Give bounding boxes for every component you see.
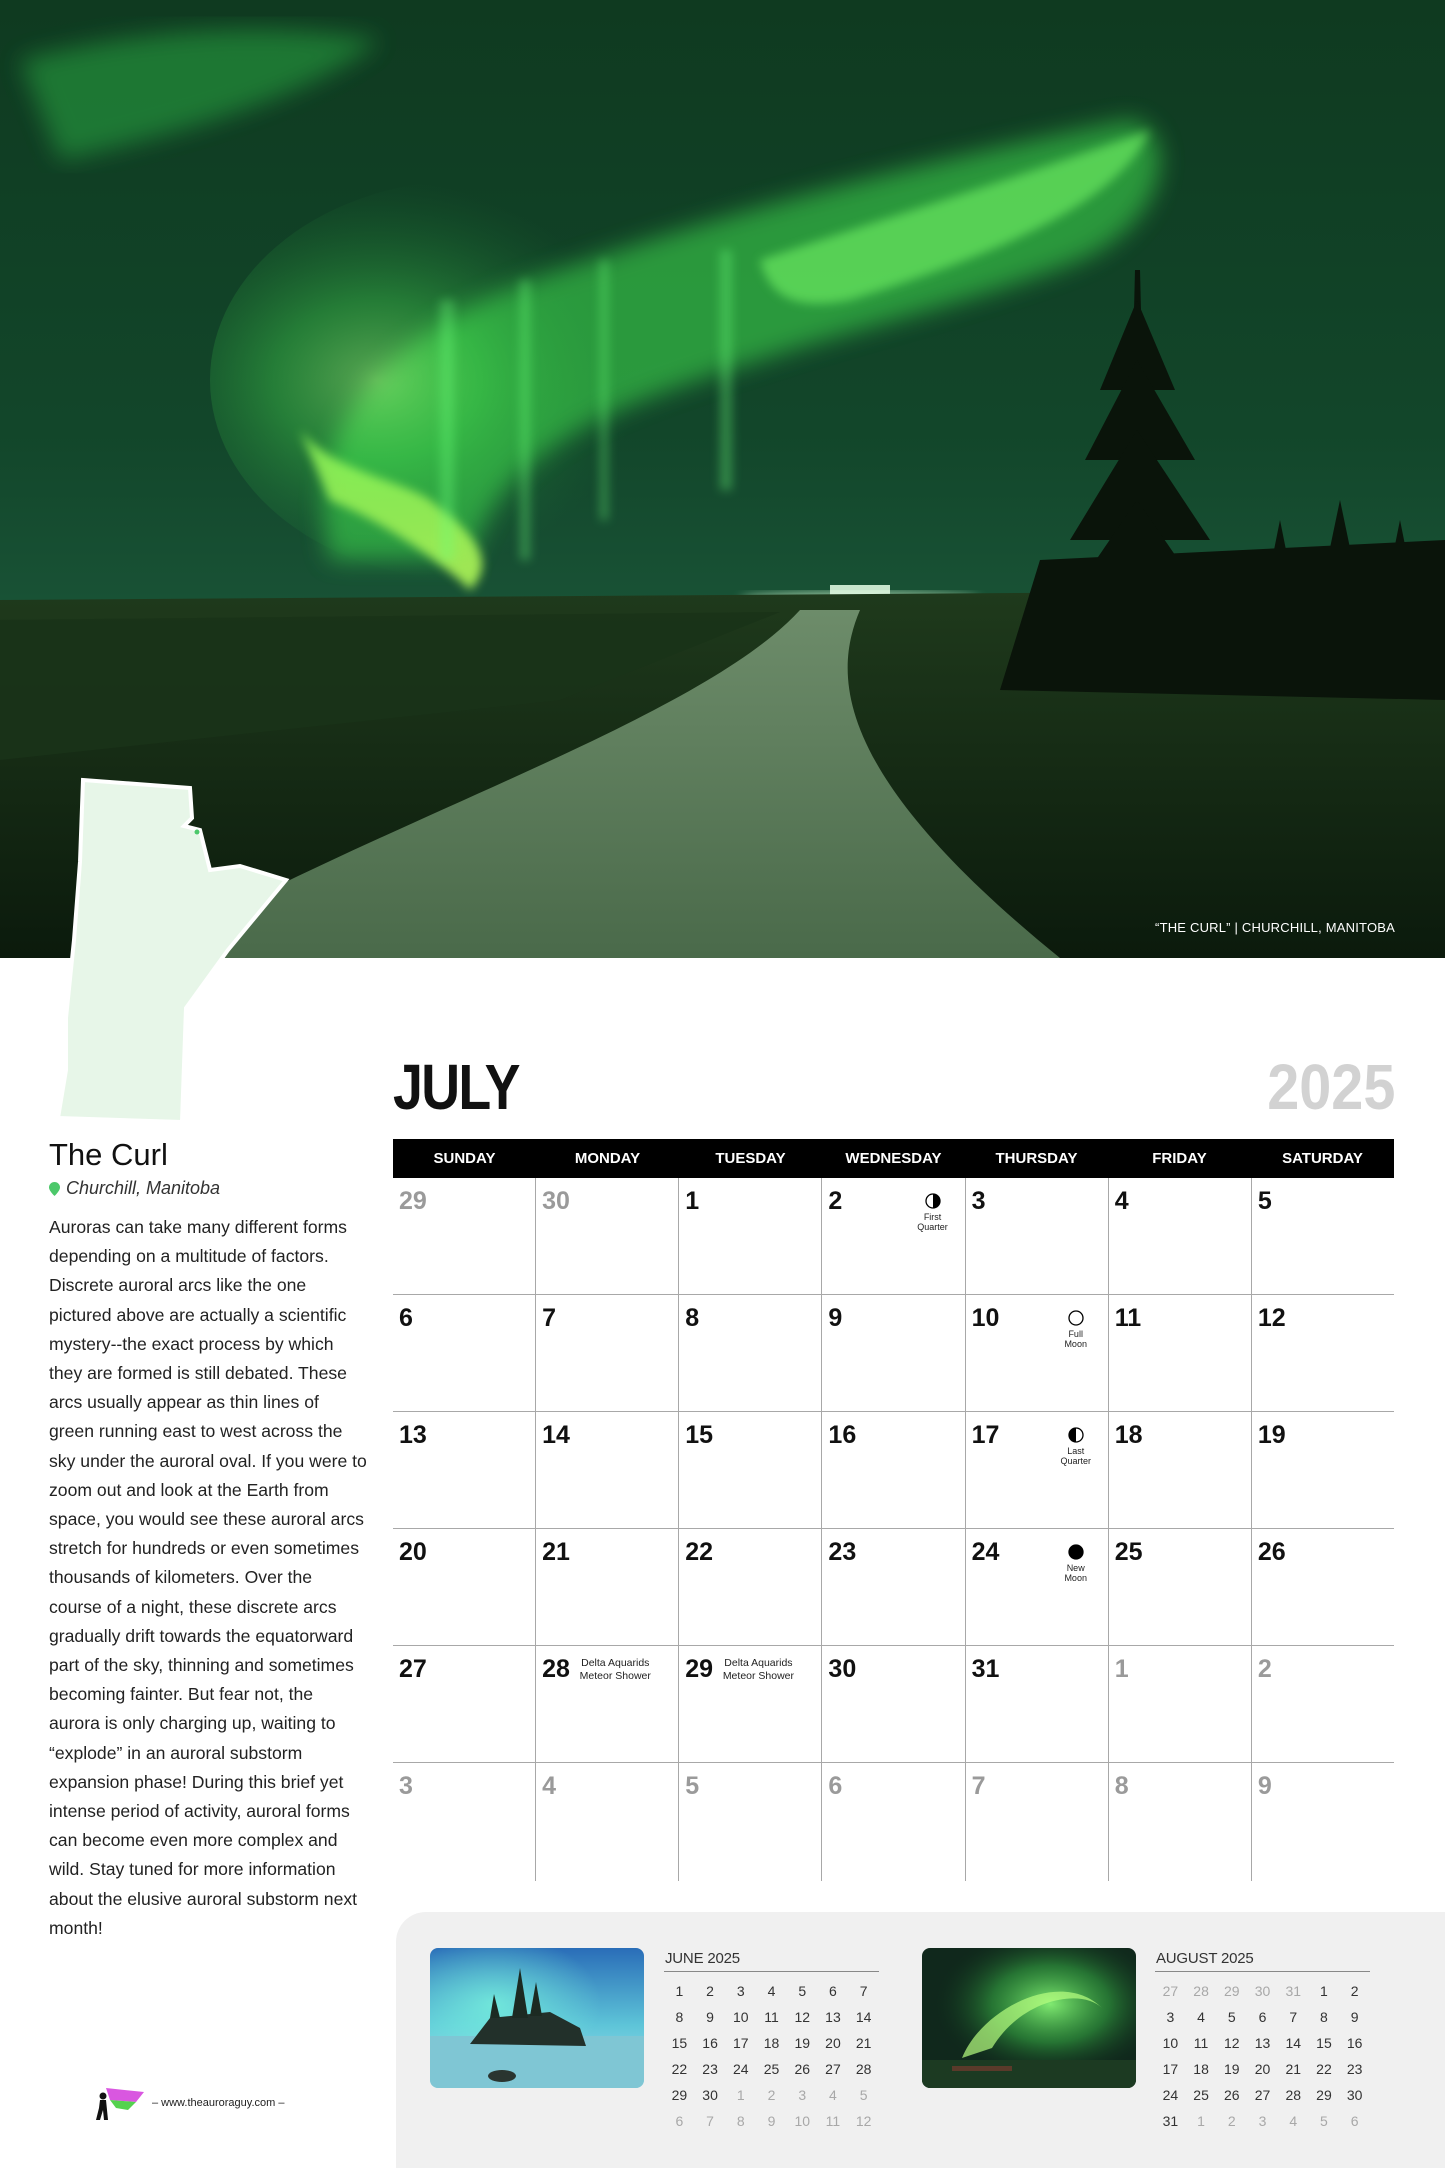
day-cell[interactable] — [821, 1646, 964, 1762]
mini-calendar-title: JUNE 2025 — [665, 1950, 740, 1967]
mini-calendar-day: 7 — [859, 1983, 868, 1999]
mini-calendar-day: 29 — [1316, 2087, 1332, 2103]
mini-calendar-row — [1155, 2108, 1370, 2134]
day-number: 2 — [828, 1187, 843, 1215]
mini-calendar-day: 24 — [733, 2061, 749, 2077]
day-cell[interactable] — [393, 1295, 535, 1411]
mini-calendar-day: 14 — [855, 2009, 872, 2025]
day-number: 9 — [1257, 1772, 1272, 1800]
mini-calendar-day: 30 — [1254, 1983, 1271, 1999]
day-cell[interactable] — [965, 1295, 1108, 1411]
calendar-week-row — [393, 1412, 1394, 1529]
location-pin-icon — [49, 1182, 60, 1196]
day-cell[interactable] — [393, 1763, 535, 1881]
day-cell[interactable] — [393, 1178, 535, 1294]
mini-calendar-day: 22 — [671, 2061, 688, 2077]
last-quarter-moon-icon — [1052, 1427, 1100, 1443]
day-number: 29 — [399, 1187, 427, 1215]
day-cell[interactable] — [535, 1295, 678, 1411]
mini-calendar-day: 1 — [1197, 2113, 1205, 2129]
day-cell[interactable] — [965, 1646, 1108, 1762]
mini-calendar-day: 30 — [1346, 2087, 1363, 2103]
new-moon-icon — [1052, 1544, 1100, 1560]
mini-calendar-day: 7 — [1289, 2009, 1298, 2025]
mini-calendar-day: 8 — [1320, 2009, 1328, 2025]
day-number: 29 — [685, 1655, 714, 1683]
mini-calendar-june — [664, 1949, 879, 2134]
mini-calendar-day: 19 — [794, 2035, 811, 2051]
mini-calendar-day: 17 — [733, 2035, 749, 2051]
brand-logo[interactable] — [96, 2086, 284, 2120]
mini-calendar-day: 2 — [1350, 1983, 1359, 1999]
day-number: 14 — [542, 1421, 570, 1449]
mini-calendar-day: 4 — [1289, 2113, 1298, 2129]
mini-calendar-day: 29 — [1224, 1983, 1240, 1999]
mini-calendar-day: 28 — [1285, 2087, 1302, 2103]
weekday-label: THURSDAY — [995, 1150, 1078, 1167]
photo-description: Auroras can take many different forms depending on a multitude of factors. Discrete auroral arcs like the one pictured above are actually a scientific mystery--the exact process by which they are formed is still debated. These arcs usually appear as thin lines of green running east to west across the sky under the auroral oval. If you were to zoom out and look at the Earth from space, you would see these auroral arcs stretch for hundreds or even sometimes thousands of kilometers. Over the course of a night, these discrete arcs gradually drift towards the equatorward part of the sky, thinning and sometimes becoming fainter. But fear not, the aurora is only charging up, waiting to “explode” in an auroral substorm expansion phase! During this brief yet intense period of activity, auroral forms can become even more complex and wild. Stay tuned for more information about the elusive auroral substorm next month! — [49, 1217, 367, 1938]
day-number: 23 — [828, 1538, 857, 1566]
day-number: 8 — [685, 1304, 700, 1332]
day-cell[interactable] — [678, 1646, 821, 1762]
mini-calendar-day: 21 — [855, 2035, 872, 2051]
mini-calendar-day: 11 — [825, 2113, 841, 2129]
day-number: 3 — [971, 1187, 986, 1215]
calendar-week-row — [393, 1295, 1394, 1412]
mini-calendar-day: 5 — [1227, 2009, 1236, 2025]
calendar-weeks — [393, 1178, 1394, 1881]
mini-calendar-day: 7 — [706, 2113, 714, 2129]
day-cell[interactable] — [678, 1529, 821, 1645]
day-number: 6 — [828, 1772, 843, 1800]
day-cell[interactable] — [1108, 1763, 1251, 1881]
day-cell[interactable] — [821, 1295, 964, 1411]
day-cell[interactable] — [535, 1763, 678, 1881]
mini-calendar-day: 2 — [706, 1983, 714, 1999]
mini-calendar-day: 18 — [763, 2035, 780, 2051]
day-number: 4 — [1114, 1187, 1129, 1215]
day-number: 10 — [971, 1304, 1000, 1332]
event-label: Delta Aquarids Meteor Shower — [722, 1657, 795, 1682]
day-cell[interactable] — [821, 1529, 964, 1645]
mini-calendar-day: 26 — [1224, 2087, 1240, 2103]
mini-calendar-row — [1155, 2056, 1370, 2082]
month-title: JULY — [393, 1051, 519, 1123]
day-number: 1 — [685, 1187, 700, 1215]
mini-calendar-day: 12 — [1224, 2035, 1240, 2051]
mini-calendar-day: 9 — [706, 2009, 714, 2025]
mini-calendar-day: 30 — [702, 2087, 718, 2103]
day-number: 25 — [1114, 1538, 1143, 1566]
mini-calendar-row — [664, 2108, 879, 2134]
mini-calendar-day: 2 — [767, 2087, 776, 2103]
mini-calendar-day: 22 — [1316, 2061, 1332, 2077]
mini-calendar-day: 5 — [798, 1983, 807, 1999]
manitoba-map-icon — [0, 770, 300, 1130]
mini-calendar-day: 17 — [1162, 2061, 1179, 2077]
mini-calendar-day: 26 — [794, 2061, 811, 2077]
day-cell[interactable] — [965, 1412, 1108, 1528]
mini-calendar-day: 28 — [1193, 1983, 1209, 1999]
mini-calendar-day: 23 — [1346, 2061, 1363, 2077]
mini-calendar-day: 27 — [825, 2061, 841, 2077]
day-cell[interactable] — [1251, 1529, 1394, 1645]
mini-calendar-day: 20 — [825, 2035, 841, 2051]
first-quarter-moon-icon — [909, 1193, 957, 1209]
day-number: 7 — [542, 1304, 557, 1332]
day-cell[interactable] — [535, 1646, 678, 1762]
day-cell[interactable] — [393, 1412, 535, 1528]
mini-calendar-title: AUGUST 2025 — [1156, 1950, 1254, 1967]
mini-calendar-day: 10 — [733, 2009, 749, 2025]
year-title: 2025 — [1266, 1051, 1395, 1123]
mini-calendar-day: 25 — [1193, 2087, 1209, 2103]
weekday-label: WEDNESDAY — [845, 1150, 942, 1167]
mini-calendar-row — [664, 2030, 879, 2056]
mini-calendar-day: 25 — [763, 2061, 780, 2077]
day-number: 22 — [685, 1538, 714, 1566]
mini-calendar-day: 11 — [1193, 2035, 1209, 2051]
mini-calendar-row — [1155, 2082, 1370, 2108]
day-cell[interactable] — [1251, 1178, 1394, 1294]
mini-calendar-day: 13 — [825, 2009, 841, 2025]
day-number: 30 — [542, 1187, 570, 1215]
day-cell[interactable] — [965, 1529, 1108, 1645]
mini-calendar-day: 16 — [1346, 2035, 1363, 2051]
day-number: 13 — [399, 1421, 427, 1449]
day-cell[interactable] — [535, 1178, 678, 1294]
mini-calendar-day: 4 — [829, 2087, 837, 2103]
day-number: 28 — [542, 1655, 570, 1683]
mini-calendar-day: 10 — [1162, 2035, 1179, 2051]
day-number: 17 — [971, 1421, 1000, 1449]
moon-phase — [1052, 1310, 1100, 1349]
mini-calendar-day: 4 — [1197, 2009, 1205, 2025]
mini-calendar-day: 11 — [764, 2009, 779, 2025]
photo-caption: “THE CURL” | CHURCHILL, MANITOBA — [1155, 920, 1395, 935]
day-number: 5 — [1257, 1187, 1272, 1215]
mini-calendar-day: 9 — [767, 2113, 776, 2129]
mini-calendar-day: 20 — [1254, 2061, 1271, 2077]
day-cell[interactable] — [1251, 1763, 1394, 1881]
mini-calendar-day: 27 — [1162, 1983, 1179, 1999]
mini-calendar-day: 1 — [1320, 1983, 1328, 1999]
moon-phase — [1052, 1427, 1100, 1466]
day-cell[interactable] — [965, 1178, 1108, 1294]
mini-calendar-august — [1155, 1949, 1370, 2134]
day-cell[interactable] — [678, 1412, 821, 1528]
day-number: 15 — [685, 1421, 714, 1449]
day-number: 7 — [971, 1772, 986, 1800]
mini-calendar-day: 2 — [1227, 2113, 1236, 2129]
photo-location — [49, 1178, 220, 1199]
mini-calendar-day: 18 — [1193, 2061, 1209, 2077]
mini-calendar-day: 21 — [1285, 2061, 1302, 2077]
day-cell[interactable] — [678, 1178, 821, 1294]
day-cell[interactable] — [1108, 1295, 1251, 1411]
mini-calendar-day: 13 — [1254, 2035, 1271, 2051]
day-cell[interactable] — [965, 1763, 1108, 1881]
mini-calendar-row — [664, 2082, 879, 2108]
aurora-swirl-photo — [922, 1948, 1136, 2088]
day-cell[interactable] — [1108, 1529, 1251, 1645]
mini-calendar-day: 10 — [794, 2113, 811, 2129]
day-cell[interactable] — [1251, 1295, 1394, 1411]
mini-calendar-day: 16 — [702, 2035, 718, 2051]
august-thumbnail — [922, 1948, 1136, 2088]
event-label: Delta Aquarids Meteor Shower — [579, 1657, 651, 1682]
website-text: – www.theauroraguy.com – — [152, 2097, 285, 2109]
mini-calendar-day: 27 — [1254, 2087, 1271, 2103]
day-cell[interactable] — [678, 1295, 821, 1411]
mini-calendar-day: 4 — [767, 1983, 776, 1999]
full-moon-icon — [1052, 1310, 1100, 1326]
moon-phase — [1052, 1544, 1100, 1583]
mini-calendar-day: 15 — [1316, 2035, 1332, 2051]
mini-calendar-day: 12 — [794, 2009, 811, 2025]
day-number: 6 — [399, 1304, 413, 1332]
mini-calendar-rule — [664, 1971, 879, 1972]
mini-calendar-day: 29 — [671, 2087, 688, 2103]
day-cell[interactable] — [821, 1763, 964, 1881]
day-number: 3 — [399, 1772, 413, 1800]
day-number: 18 — [1114, 1421, 1143, 1449]
weekday-label: SATURDAY — [1282, 1150, 1363, 1167]
day-cell[interactable] — [1108, 1412, 1251, 1528]
day-cell[interactable] — [535, 1529, 678, 1645]
photo-title: The Curl — [49, 1137, 168, 1172]
mini-calendar-days — [1155, 1978, 1370, 2134]
mini-calendar-day: 31 — [1162, 2113, 1179, 2129]
mini-calendar-day: 3 — [1258, 2113, 1267, 2129]
day-number: 20 — [399, 1538, 427, 1566]
mini-calendar-day: 6 — [829, 1983, 837, 1999]
day-cell[interactable] — [678, 1763, 821, 1881]
day-number: 16 — [828, 1421, 857, 1449]
day-number: 21 — [542, 1538, 570, 1566]
day-number: 31 — [971, 1655, 1000, 1683]
day-number: 12 — [1257, 1304, 1286, 1332]
day-number: 5 — [685, 1772, 700, 1800]
mini-calendar-day: 12 — [855, 2113, 872, 2129]
mini-calendar-day: 3 — [736, 1983, 745, 1999]
mini-calendar-row — [1155, 2004, 1370, 2030]
weekday-label: SUNDAY — [433, 1150, 496, 1167]
moon-phase-label: New Moon — [1064, 1563, 1087, 1583]
mini-calendar-day: 15 — [671, 2035, 688, 2051]
mini-calendar-day: 9 — [1350, 2009, 1359, 2025]
day-cell[interactable] — [393, 1646, 535, 1762]
mini-calendar-days — [664, 1978, 879, 2134]
day-number: 8 — [1114, 1772, 1129, 1800]
day-cell[interactable] — [821, 1412, 964, 1528]
mini-calendar-day: 14 — [1285, 2035, 1302, 2051]
moon-phase-label: First Quarter — [917, 1212, 948, 1232]
mini-calendar-rule — [1155, 1971, 1370, 1972]
mini-calendar-day: 23 — [702, 2061, 718, 2077]
mini-calendar-day: 5 — [1320, 2113, 1328, 2129]
mini-calendar-row — [664, 2004, 879, 2030]
day-number: 30 — [828, 1655, 857, 1683]
mini-calendar-day: 1 — [736, 2087, 745, 2103]
mini-calendar-day: 24 — [1162, 2087, 1179, 2103]
day-cell[interactable] — [821, 1178, 964, 1294]
weekday-label: MONDAY — [574, 1150, 641, 1167]
day-number: 27 — [399, 1655, 427, 1683]
mini-calendar-row — [664, 2056, 879, 2082]
day-number: 2 — [1257, 1655, 1272, 1683]
mini-calendar-day: 31 — [1285, 1983, 1302, 1999]
day-cell[interactable] — [1108, 1646, 1251, 1762]
mini-calendar-day: 3 — [1166, 2009, 1175, 2025]
mini-calendar-day: 3 — [798, 2087, 807, 2103]
mini-calendar-day: 8 — [675, 2009, 684, 2025]
june-thumbnail — [430, 1948, 644, 2088]
weekday-header — [393, 1139, 1394, 1178]
day-number: 1 — [1114, 1655, 1129, 1683]
day-number: 24 — [971, 1538, 1000, 1566]
mini-calendar-day: 8 — [736, 2113, 745, 2129]
day-cell[interactable] — [393, 1529, 535, 1645]
day-cell[interactable] — [535, 1412, 678, 1528]
mini-calendar-day: 1 — [675, 1983, 684, 1999]
day-cell[interactable] — [1251, 1412, 1394, 1528]
day-number: 4 — [542, 1772, 557, 1800]
calendar-week-row — [393, 1529, 1394, 1646]
moon-phase-label: Full Moon — [1064, 1329, 1087, 1349]
day-cell[interactable] — [1108, 1178, 1251, 1294]
mini-calendar-row — [664, 1978, 879, 2004]
day-number: 9 — [828, 1304, 843, 1332]
mini-calendar-row — [1155, 2030, 1370, 2056]
weekday-label: TUESDAY — [715, 1150, 786, 1167]
moon-phase — [909, 1193, 957, 1232]
day-number: 19 — [1257, 1421, 1286, 1449]
day-cell[interactable] — [1251, 1646, 1394, 1762]
aurora-guy-logo-icon — [96, 2086, 146, 2120]
moon-phase-label: Last Quarter — [1060, 1446, 1091, 1466]
rock-island-photo — [430, 1948, 644, 2088]
day-number: 11 — [1114, 1304, 1142, 1332]
weekday-label: FRIDAY — [1152, 1150, 1207, 1167]
mini-calendar-day: 5 — [859, 2087, 868, 2103]
month-calendar — [393, 1139, 1394, 1881]
calendar-week-row — [393, 1178, 1394, 1295]
day-number: 26 — [1257, 1538, 1286, 1566]
mini-calendar-day: 6 — [675, 2113, 684, 2129]
location-text: Churchill, Manitoba — [66, 1178, 221, 1198]
mini-calendar-day: 19 — [1224, 2061, 1240, 2077]
mini-calendar-row — [1155, 1978, 1370, 2004]
calendar-week-row — [393, 1763, 1394, 1881]
calendar-week-row — [393, 1646, 1394, 1763]
mini-calendar-day: 28 — [855, 2061, 872, 2077]
mini-calendar-day: 6 — [1350, 2113, 1359, 2129]
mini-calendar-day: 6 — [1258, 2009, 1267, 2025]
